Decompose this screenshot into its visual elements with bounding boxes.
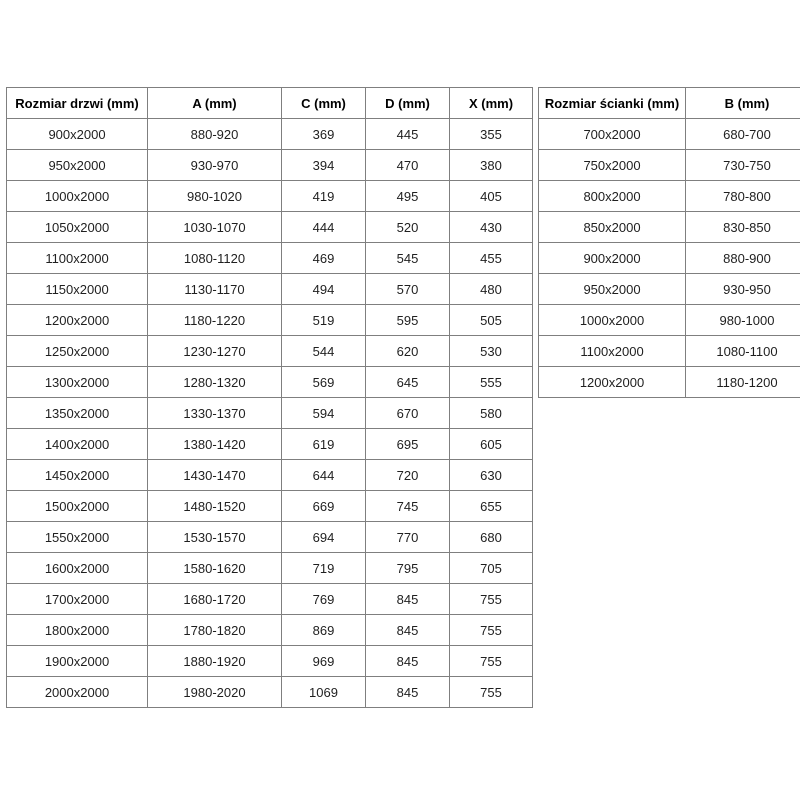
table-cell: 669 — [282, 491, 366, 522]
table-cell: 845 — [366, 677, 450, 708]
table-cell: 800x2000 — [539, 181, 686, 212]
table-cell: 850x2000 — [539, 212, 686, 243]
table-cell: 769 — [282, 584, 366, 615]
table-cell: 470 — [366, 150, 450, 181]
table-cell: 719 — [282, 553, 366, 584]
table-row — [539, 274, 800, 305]
table-row — [7, 615, 533, 646]
table-cell: 695 — [366, 429, 450, 460]
table-cell: 755 — [450, 615, 533, 646]
table-cell: 969 — [282, 646, 366, 677]
table-cell: 700x2000 — [539, 119, 686, 150]
table-row — [7, 274, 533, 305]
table-cell: 830-850 — [686, 212, 800, 243]
table-cell: 1000x2000 — [539, 305, 686, 336]
table-cell: 795 — [366, 553, 450, 584]
table-cell: 1100x2000 — [539, 336, 686, 367]
table-cell: 369 — [282, 119, 366, 150]
table-cell: 780-800 — [686, 181, 800, 212]
column-header: C (mm) — [282, 88, 366, 119]
table-cell: 1080-1120 — [148, 243, 282, 274]
table-cell: 1450x2000 — [7, 460, 148, 491]
table-row — [7, 119, 533, 150]
table-row — [7, 367, 533, 398]
table-cell: 845 — [366, 615, 450, 646]
table-cell: 869 — [282, 615, 366, 646]
table-cell: 355 — [450, 119, 533, 150]
table-cell: 930-950 — [686, 274, 800, 305]
table-cell: 1069 — [282, 677, 366, 708]
table-cell: 694 — [282, 522, 366, 553]
table-cell: 544 — [282, 336, 366, 367]
table-cell: 1530-1570 — [148, 522, 282, 553]
table-cell: 545 — [366, 243, 450, 274]
table-cell: 1180-1200 — [686, 367, 800, 398]
table-row — [7, 522, 533, 553]
table-cell: 1030-1070 — [148, 212, 282, 243]
table-cell: 1400x2000 — [7, 429, 148, 460]
table-cell: 494 — [282, 274, 366, 305]
table-cell: 845 — [366, 584, 450, 615]
table-cell: 2000x2000 — [7, 677, 148, 708]
table-cell: 1780-1820 — [148, 615, 282, 646]
table-row — [7, 584, 533, 615]
table-cell: 419 — [282, 181, 366, 212]
table-cell: 1250x2000 — [7, 336, 148, 367]
table-row — [7, 181, 533, 212]
table-cell: 1200x2000 — [7, 305, 148, 336]
table-cell: 980-1000 — [686, 305, 800, 336]
table-cell: 980-1020 — [148, 181, 282, 212]
table-cell: 580 — [450, 398, 533, 429]
table-row — [539, 212, 800, 243]
table-cell: 680-700 — [686, 119, 800, 150]
column-header: A (mm) — [148, 88, 282, 119]
table-cell: 480 — [450, 274, 533, 305]
table-cell: 1580-1620 — [148, 553, 282, 584]
table-row — [7, 243, 533, 274]
table-cell: 519 — [282, 305, 366, 336]
table-row — [7, 336, 533, 367]
table-cell: 1100x2000 — [7, 243, 148, 274]
table-row — [7, 429, 533, 460]
table-cell: 770 — [366, 522, 450, 553]
table-cell: 1500x2000 — [7, 491, 148, 522]
table-cell: 950x2000 — [539, 274, 686, 305]
table-cell: 495 — [366, 181, 450, 212]
table-row — [539, 119, 800, 150]
table-cell: 950x2000 — [7, 150, 148, 181]
table-cell: 1280-1320 — [148, 367, 282, 398]
table-row — [7, 212, 533, 243]
table-cell: 880-920 — [148, 119, 282, 150]
table-cell: 1200x2000 — [539, 367, 686, 398]
table-cell: 505 — [450, 305, 533, 336]
door-size-table — [6, 87, 533, 708]
table-row — [539, 150, 800, 181]
table-cell: 1000x2000 — [7, 181, 148, 212]
table-cell: 444 — [282, 212, 366, 243]
table-cell: 394 — [282, 150, 366, 181]
table-cell: 755 — [450, 646, 533, 677]
table-cell: 605 — [450, 429, 533, 460]
column-header: D (mm) — [366, 88, 450, 119]
table-cell: 1800x2000 — [7, 615, 148, 646]
table-cell: 644 — [282, 460, 366, 491]
table-row — [7, 398, 533, 429]
table-cell: 1300x2000 — [7, 367, 148, 398]
table-cell: 755 — [450, 584, 533, 615]
table-cell: 655 — [450, 491, 533, 522]
table-row — [539, 305, 800, 336]
wall-size-table — [538, 87, 800, 398]
table-cell: 880-900 — [686, 243, 800, 274]
table-cell: 1980-2020 — [148, 677, 282, 708]
table-cell: 645 — [366, 367, 450, 398]
table-cell: 619 — [282, 429, 366, 460]
table-cell: 705 — [450, 553, 533, 584]
table-row — [7, 460, 533, 491]
table-cell: 900x2000 — [7, 119, 148, 150]
column-header: X (mm) — [450, 88, 533, 119]
table-row — [539, 336, 800, 367]
table-cell: 1900x2000 — [7, 646, 148, 677]
column-header: B (mm) — [686, 88, 800, 119]
table-cell: 569 — [282, 367, 366, 398]
table-cell: 1080-1100 — [686, 336, 800, 367]
table-row — [7, 677, 533, 708]
table-cell: 1330-1370 — [148, 398, 282, 429]
table-cell: 405 — [450, 181, 533, 212]
table-cell: 469 — [282, 243, 366, 274]
header-row — [7, 88, 533, 119]
table-cell: 755 — [450, 677, 533, 708]
table-cell: 900x2000 — [539, 243, 686, 274]
table-cell: 845 — [366, 646, 450, 677]
table-cell: 680 — [450, 522, 533, 553]
table-cell: 620 — [366, 336, 450, 367]
table-cell: 1550x2000 — [7, 522, 148, 553]
table-cell: 1180-1220 — [148, 305, 282, 336]
table-row — [539, 367, 800, 398]
table-row — [7, 646, 533, 677]
table-row — [7, 553, 533, 584]
column-header: Rozmiar ścianki (mm) — [539, 88, 686, 119]
table-cell: 1130-1170 — [148, 274, 282, 305]
table-cell: 445 — [366, 119, 450, 150]
table-cell: 380 — [450, 150, 533, 181]
table-cell: 720 — [366, 460, 450, 491]
table-cell: 570 — [366, 274, 450, 305]
table-row — [7, 491, 533, 522]
table-cell: 1050x2000 — [7, 212, 148, 243]
table-cell: 430 — [450, 212, 533, 243]
table-cell: 555 — [450, 367, 533, 398]
table-cell: 595 — [366, 305, 450, 336]
table-cell: 455 — [450, 243, 533, 274]
table-cell: 1150x2000 — [7, 274, 148, 305]
table-cell: 630 — [450, 460, 533, 491]
table-cell: 745 — [366, 491, 450, 522]
table-row — [539, 243, 800, 274]
column-header: Rozmiar drzwi (mm) — [7, 88, 148, 119]
table-cell: 1680-1720 — [148, 584, 282, 615]
table-row — [7, 150, 533, 181]
table-cell: 1430-1470 — [148, 460, 282, 491]
table-cell: 1230-1270 — [148, 336, 282, 367]
table-row — [7, 305, 533, 336]
table-cell: 750x2000 — [539, 150, 686, 181]
table-cell: 594 — [282, 398, 366, 429]
table-cell: 1350x2000 — [7, 398, 148, 429]
table-cell: 1600x2000 — [7, 553, 148, 584]
table-row — [539, 181, 800, 212]
table-cell: 1380-1420 — [148, 429, 282, 460]
table-cell: 1700x2000 — [7, 584, 148, 615]
table-cell: 530 — [450, 336, 533, 367]
table-cell: 1880-1920 — [148, 646, 282, 677]
header-row — [539, 88, 800, 119]
table-cell: 730-750 — [686, 150, 800, 181]
table-cell: 930-970 — [148, 150, 282, 181]
table-cell: 1480-1520 — [148, 491, 282, 522]
table-cell: 520 — [366, 212, 450, 243]
table-cell: 670 — [366, 398, 450, 429]
